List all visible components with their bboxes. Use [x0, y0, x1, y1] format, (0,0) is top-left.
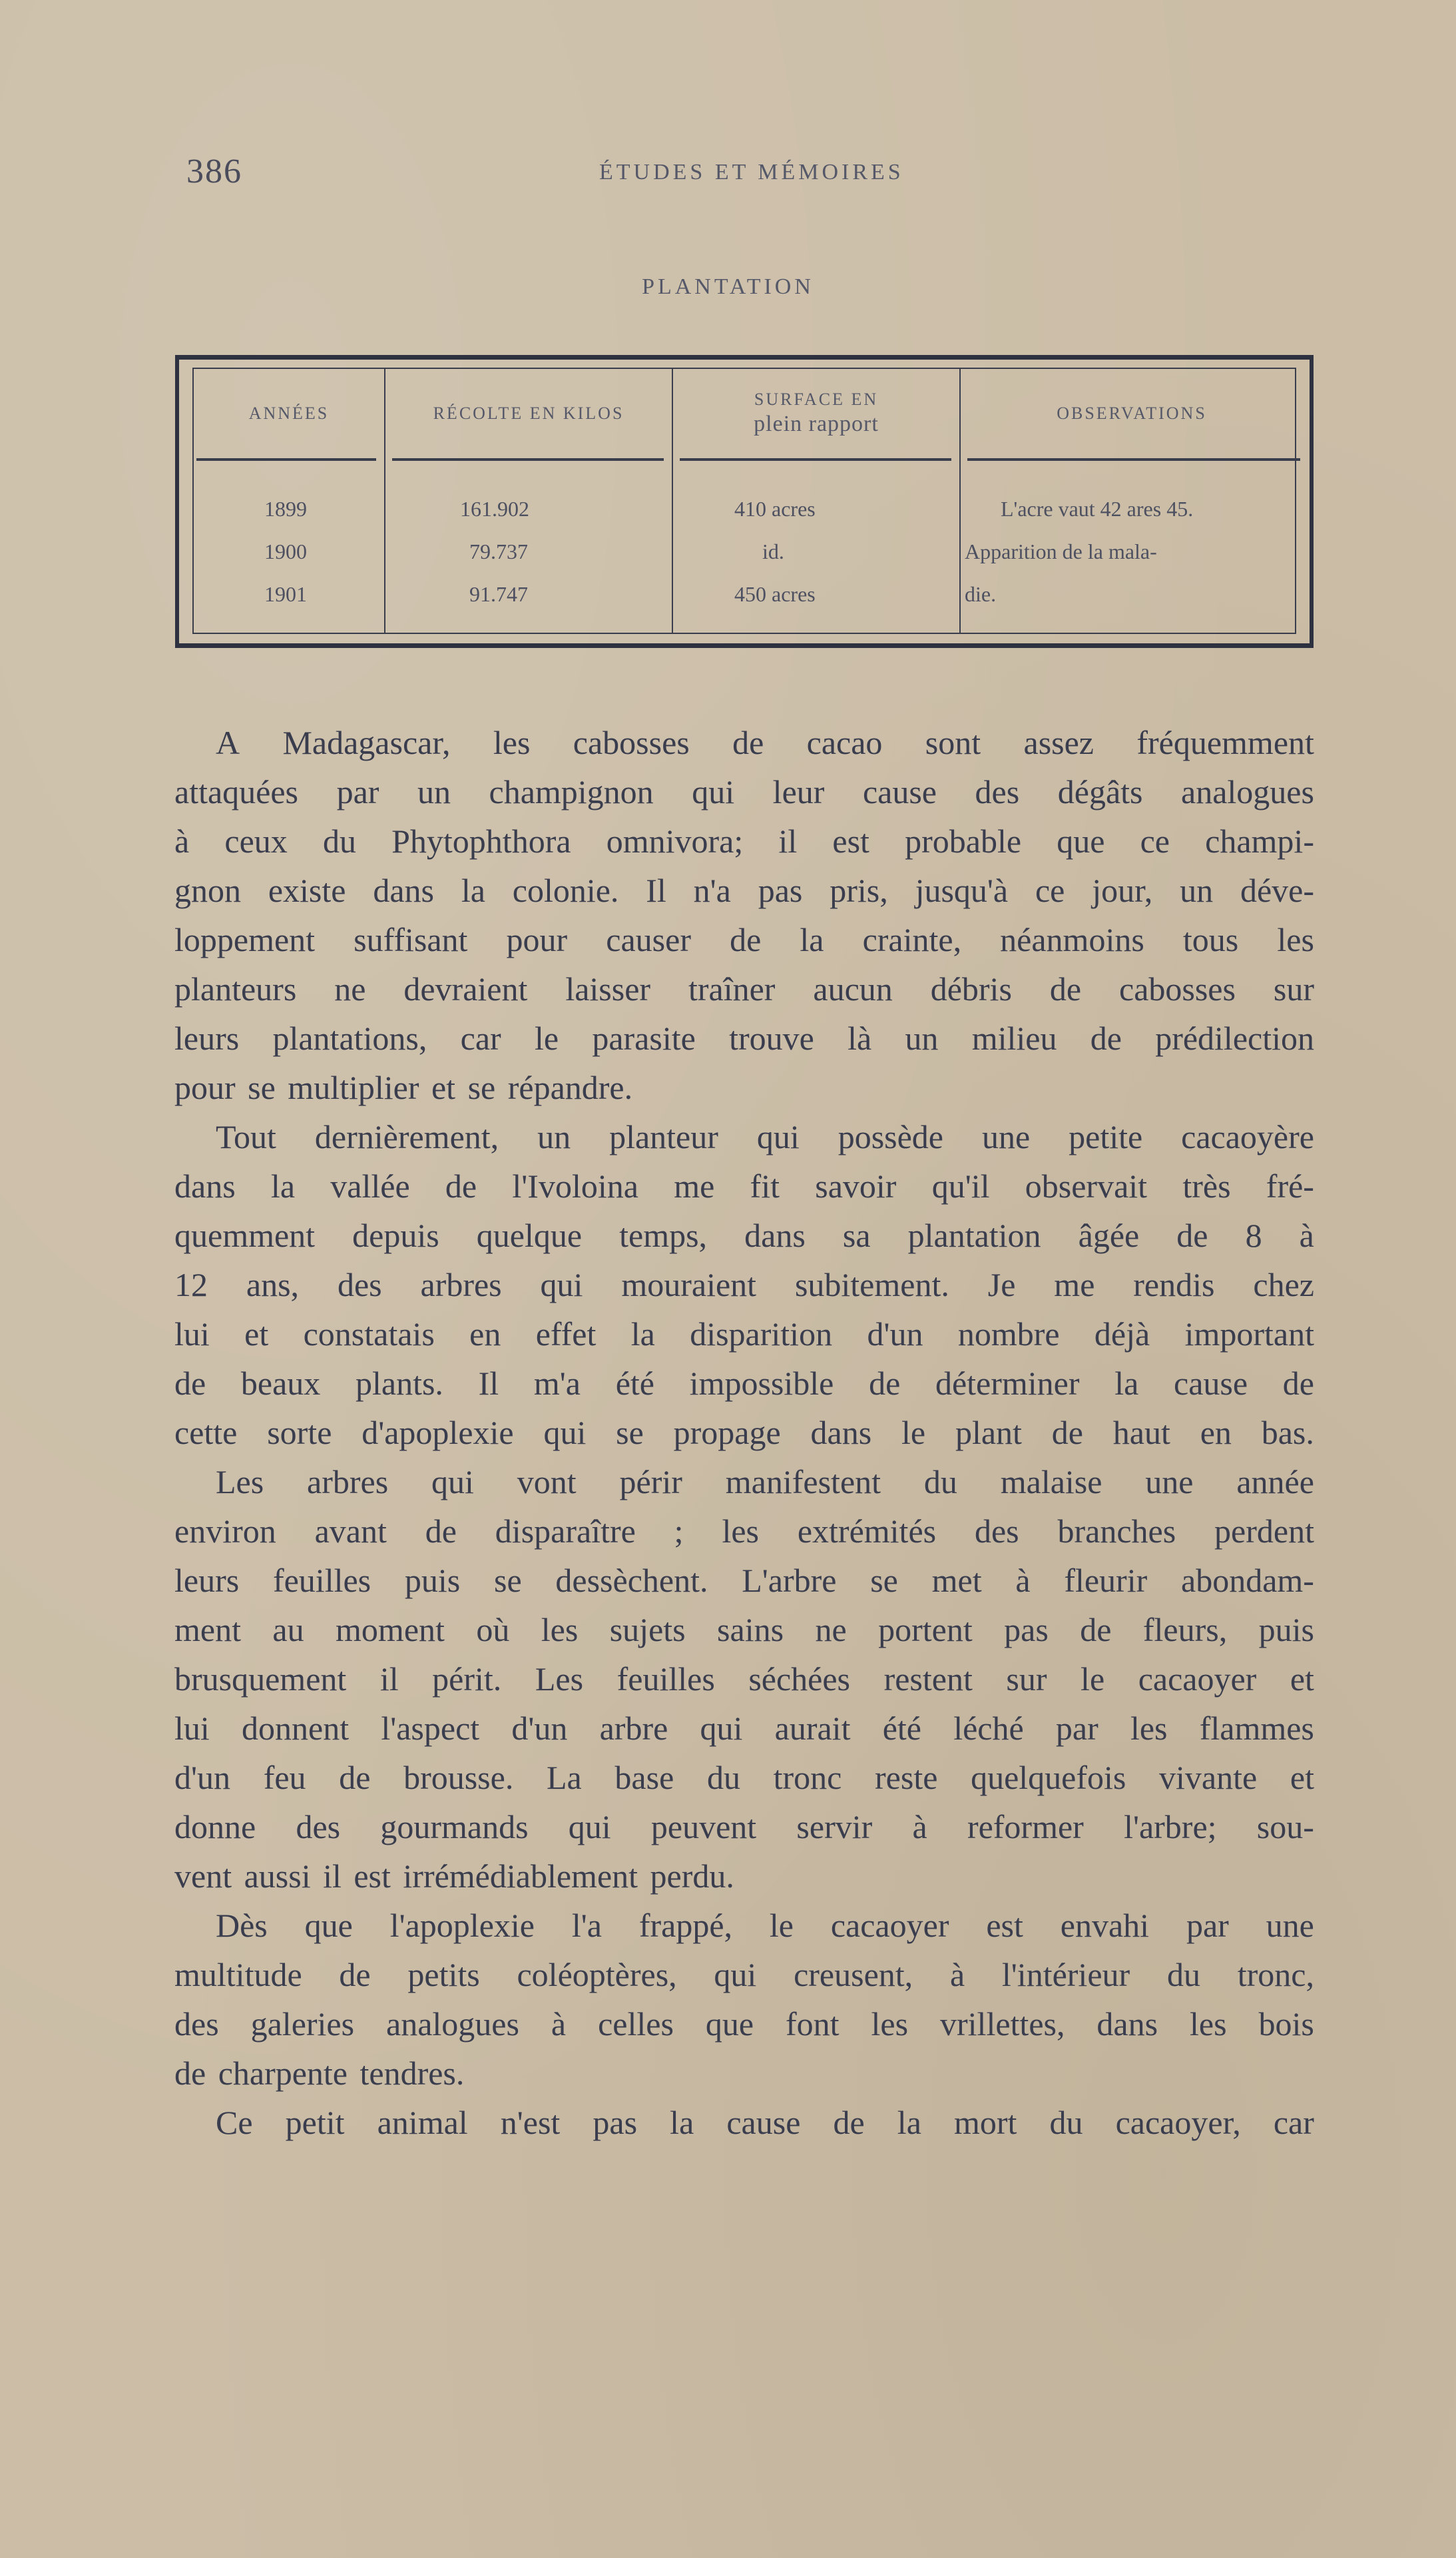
text-line: quemment depuis quelque temps, dans sa plantation âgée de 8 à [174, 1217, 1314, 1254]
cell-recolte: 161.902 [460, 497, 529, 521]
text-line: cette sorte d'apoplexie qui se propage dans le plant de haut en bas. [174, 1414, 1314, 1451]
column-header-recolte [385, 369, 672, 458]
plantation-table [175, 355, 1314, 648]
text-line: Dès que l'apoplexie l'a frappé, le cacaoyer est envahi par une [216, 1907, 1314, 1944]
column-header-annees-label: ANNÉES [248, 403, 330, 423]
text-line: Ce petit animal n'est pas la cause de la mort du cacaoyer, car [216, 2104, 1314, 2141]
text-line: attaquées par un champignon qui leur cause des dégâts analogues [174, 773, 1314, 810]
text-line: de beaux plants. Il m'a été impossible de déterminer la cause de [174, 1365, 1314, 1402]
column-header-annees [194, 369, 384, 458]
column-header-surface-bottom: plein rapport [754, 412, 879, 436]
column-header-observations [961, 369, 1303, 458]
text-line: dans la vallée de l'Ivoloina me fit savoir qu'il observait très fré- [174, 1167, 1314, 1205]
text-line: Les arbres qui vont périr manifestent du malaise une année [216, 1463, 1314, 1500]
text-line: leurs plantations, car le parasite trouve là un milieu de prédilection [174, 1020, 1314, 1057]
text-line: A Madagascar, les cabosses de cacao sont assez fréquemment [216, 724, 1314, 761]
text-line: ment au moment où les sujets sains ne portent pas de fleurs, puis [174, 1611, 1314, 1648]
running-head: ÉTUDES ET MÉMOIRES [599, 160, 904, 184]
cell-observation: die. [965, 582, 997, 606]
cell-observation: L'acre vaut 42 ares 45. [1001, 497, 1194, 521]
text-line: Tout dernièrement, un planteur qui possède une petite cacaoyère [216, 1118, 1314, 1155]
table-frame [192, 368, 1296, 634]
page-number: 386 [186, 153, 242, 190]
text-line: lui et constatais en effet la disparition d'un nombre déjà important [174, 1315, 1314, 1353]
cell-recolte: 79.737 [469, 539, 528, 563]
text-line: environ avant de disparaître ; les extrémités des branches perdent [174, 1512, 1314, 1550]
text-line: des galeries analogues à celles que font les vrillettes, dans les bois [174, 2005, 1314, 2043]
text-line: pour se multiplier et se répandre. [174, 1069, 633, 1106]
column-header-recolte-label: RÉCOLTE EN KILOS [433, 403, 624, 423]
text-line: vent aussi il est irrémédiablement perdu. [174, 1857, 734, 1895]
text-line: planteurs ne devraient laisser traîner aucun débris de cabosses sur [174, 970, 1314, 1008]
text-line: multitude de petits coléoptères, qui creusent, à l'intérieur du tronc, [174, 1956, 1314, 1993]
text-line: gnon existe dans la colonie. Il n'a pas pris, jusqu'à ce jour, un déve- [174, 872, 1314, 909]
text-line: donne des gourmands qui peuvent servir à reformer l'arbre; sou- [174, 1808, 1314, 1845]
cell-surface: 450 acres [734, 582, 816, 606]
text-line: d'un feu de brousse. La base du tronc reste quelquefois vivante et [174, 1759, 1314, 1796]
page-header [186, 152, 1318, 192]
header-rule [196, 458, 376, 461]
text-line: brusquement il périt. Les feuilles séchées restent sur le cacaoyer et [174, 1660, 1314, 1698]
cell-observation: Apparition de la mala- [965, 539, 1157, 563]
cell-surface: 410 acres [734, 497, 816, 521]
text-line: loppement suffisant pour causer de la crainte, néanmoins tous les [174, 921, 1314, 958]
text-line: 12 ans, des arbres qui mouraient subitement. Je me rendis chez [174, 1266, 1314, 1303]
header-rule [967, 458, 1300, 461]
cell-recolte: 91.747 [469, 582, 528, 606]
section-title: PLANTATION [642, 274, 814, 299]
cell-annee: 1900 [264, 539, 307, 563]
column-header-surface [673, 369, 959, 458]
header-rule [392, 458, 664, 461]
body-text [174, 718, 1314, 2147]
column-header-observations-label: OBSERVATIONS [1057, 403, 1207, 423]
cell-surface: id. [762, 539, 784, 563]
cell-annee: 1901 [264, 582, 307, 606]
text-line: de charpente tendres. [174, 2055, 465, 2092]
text-line: lui donnent l'aspect d'un arbre qui aurait été léché par les flammes [174, 1710, 1314, 1747]
text-line: à ceux du Phytophthora omnivora; il est probable que ce champi- [174, 822, 1314, 860]
header-rule [680, 458, 951, 461]
text-line: leurs feuilles puis se dessèchent. L'arbre se met à fleurir abondam- [174, 1562, 1314, 1599]
cell-annee: 1899 [264, 497, 307, 521]
column-header-surface-top: SURFACE EN [754, 389, 879, 409]
